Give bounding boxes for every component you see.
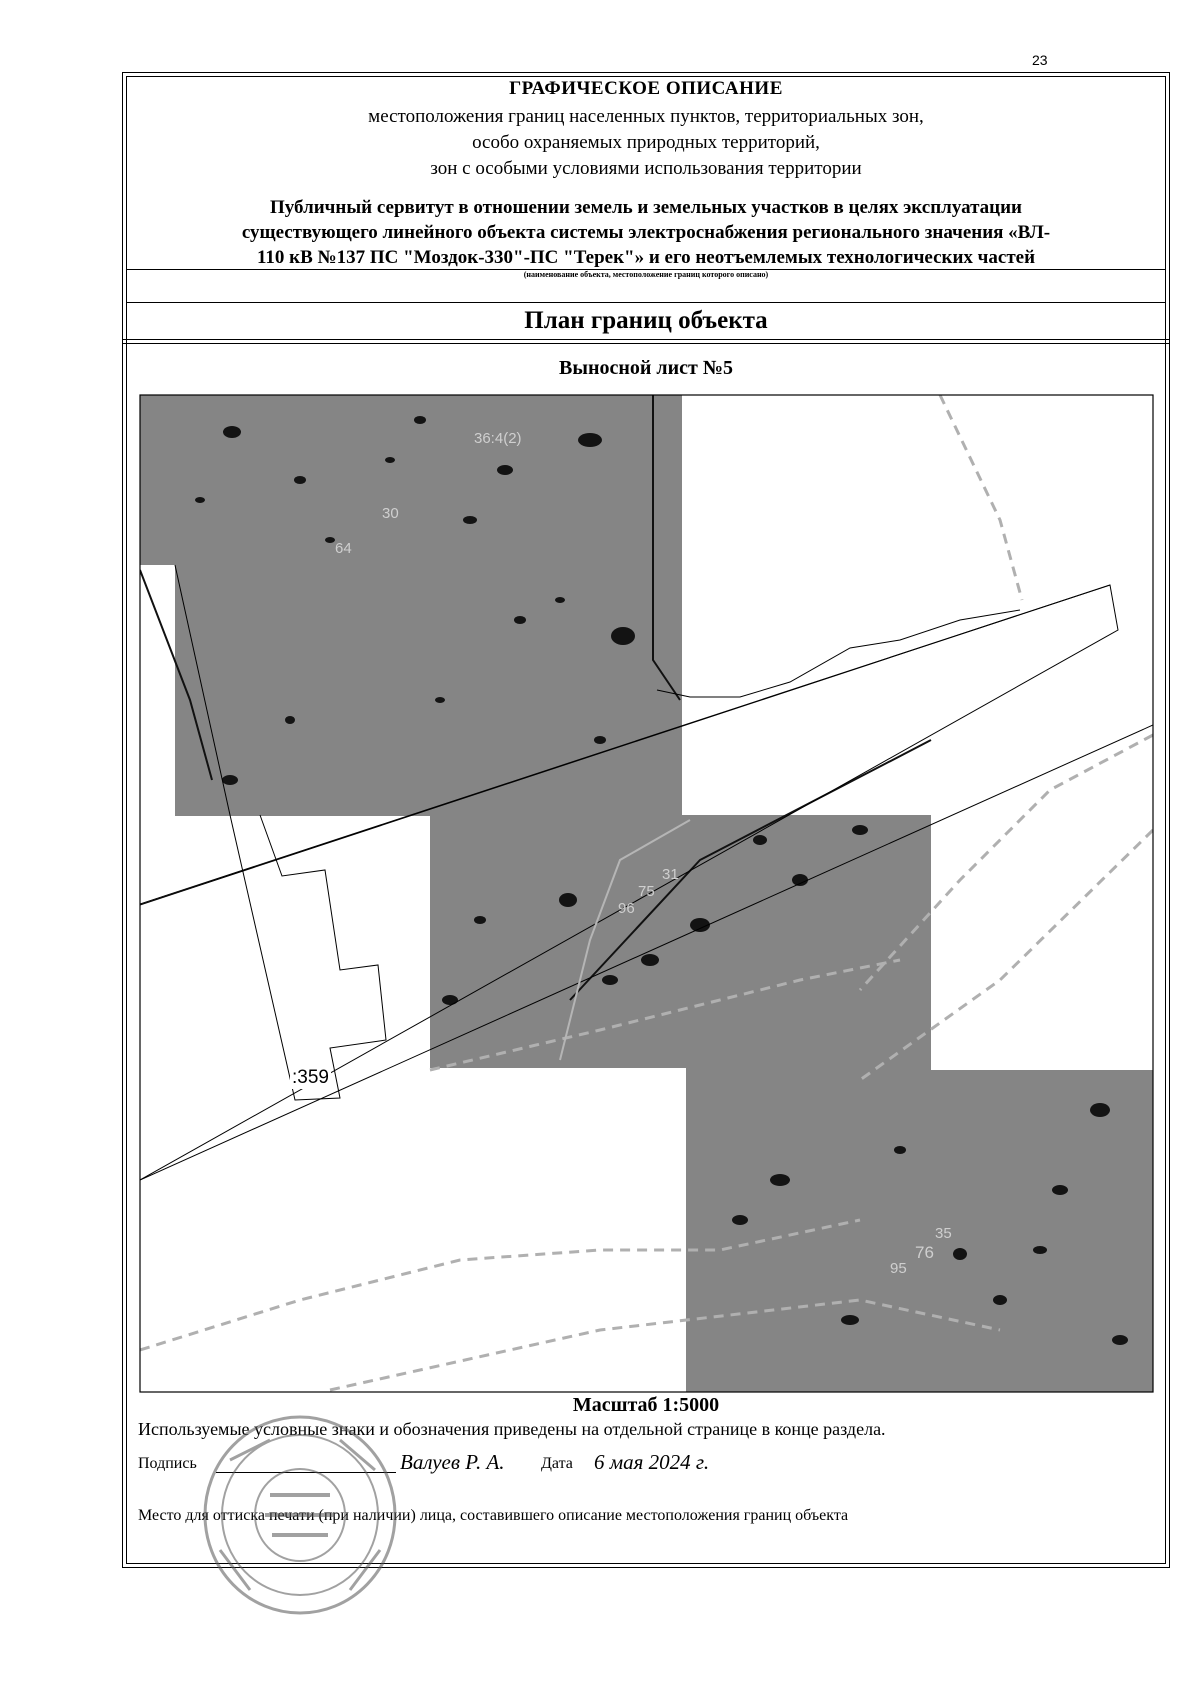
seal-stamp — [190, 1400, 410, 1630]
subtitle-line-2: особо охраняемых природных территорий, — [472, 132, 820, 153]
map-label-bot-2: 76 — [915, 1243, 934, 1262]
legend-note: Используемые условные знаки и обозначения приведены на отдельной странице в конце раздела. — [138, 1419, 886, 1439]
plan-title: План границ объекта — [524, 307, 768, 334]
object-line-2: существующего линейного объекта системы электроснабжения регионального значения «ВЛ- — [241, 222, 1051, 243]
signer-name: Валуев Р. А. — [400, 1450, 505, 1474]
map-label-mid-3: 96 — [618, 900, 635, 917]
map-label-bot-1: 35 — [935, 1225, 952, 1242]
sheet-title: Выносной лист №5 — [559, 357, 733, 379]
map-label-top-1: 36:4(2) — [474, 430, 522, 447]
map-label-top-2: 30 — [382, 505, 399, 522]
subtitle-line-3: зон с особыми условиями использования территории — [430, 158, 862, 179]
map-label-bot-3: 95 — [890, 1260, 907, 1277]
map-label-mid-1: 31 — [662, 866, 679, 883]
date-label: Дата — [541, 1455, 573, 1472]
date-value: 6 мая 2024 г. — [594, 1450, 710, 1474]
map-label-mid-2: 75 — [638, 883, 655, 900]
object-line-3: 110 кВ №137 ПС "Моздок-330"-ПС "Терек"» и его неотъемлемых технологических частей — [256, 247, 1036, 268]
stamp-note: Место для оттиска печати (при наличии) лица, составившего описание местоположения границ объекта — [138, 1507, 849, 1524]
subtitle-line-1: местоположения границ населенных пунктов, территориальных зон, — [368, 106, 924, 127]
map-label-top-3: 64 — [335, 540, 352, 557]
object-line-1: Публичный сервитут в отношении земель и земельных участков в целях эксплуатации — [270, 197, 1022, 218]
page-number: 23 — [1032, 52, 1048, 68]
object-caption: (наименование объекта, местоположение границ которого описано) — [523, 270, 769, 279]
doc-title: ГРАФИЧЕСКОЕ ОПИСАНИЕ — [509, 78, 783, 99]
map-scale: Масштаб 1:5000 — [572, 1394, 720, 1416]
signature-label: Подпись — [138, 1455, 197, 1472]
parcel-label-359: :359 — [292, 1067, 329, 1088]
